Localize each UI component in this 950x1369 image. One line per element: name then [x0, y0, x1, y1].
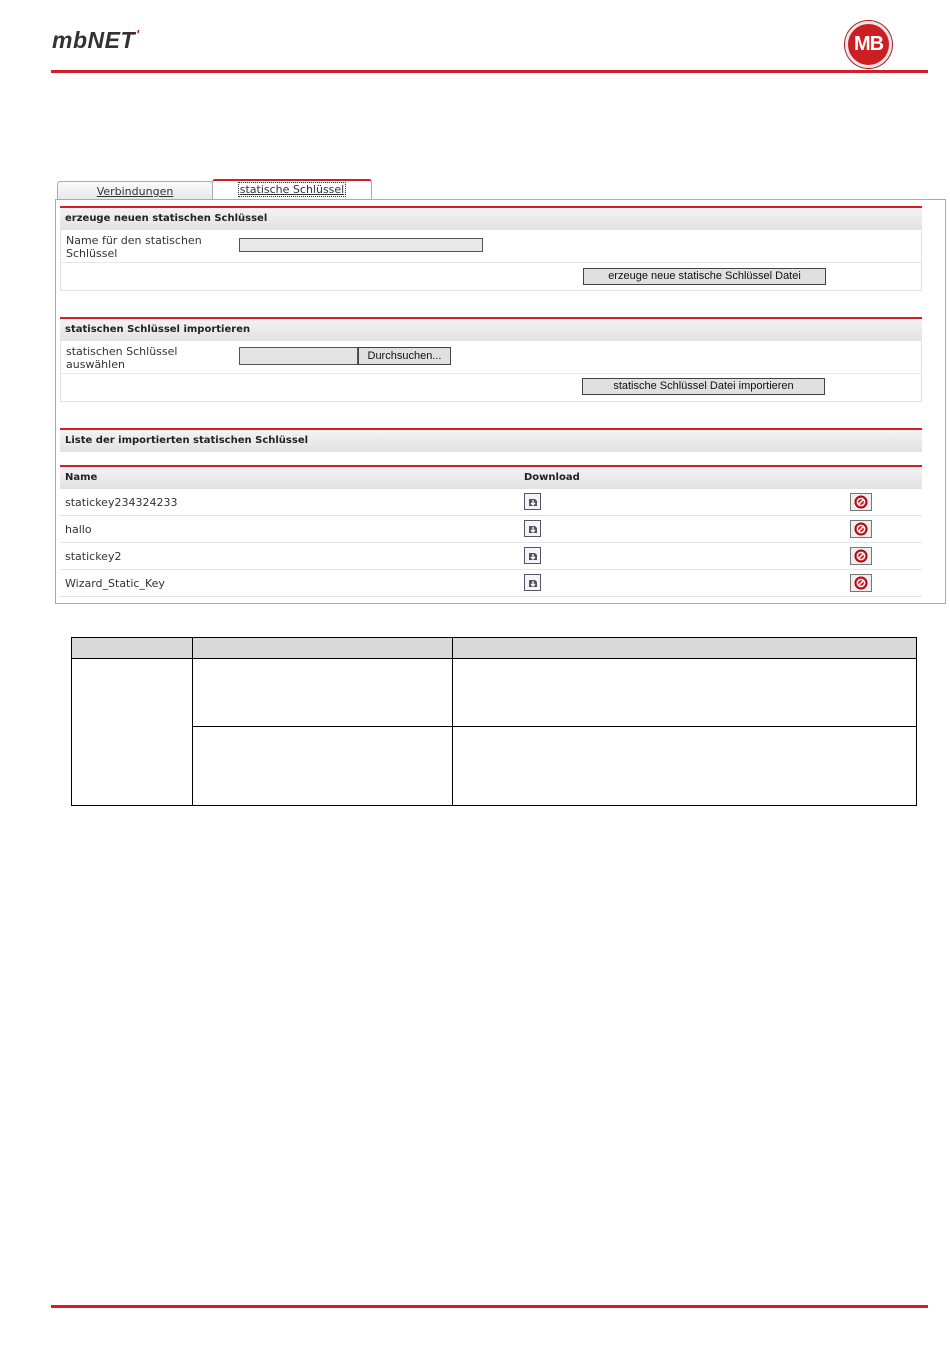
doc-table-row [72, 659, 917, 727]
create-section-header: erzeuge neuen statischen Schlüssel [60, 206, 922, 230]
tab-verbindungen[interactable]: Verbindungen [57, 181, 213, 202]
create-section-body [60, 230, 922, 291]
import-key-button[interactable]: statische Schlüssel Datei importieren [582, 378, 825, 395]
doc-table-row [72, 727, 917, 806]
key-list-column-headers [60, 465, 922, 489]
doc-table-header-cell [453, 638, 917, 659]
footer-divider [51, 1305, 928, 1308]
file-select-label: statischen Schlüssel auswählen [66, 345, 178, 371]
download-icon[interactable] [524, 574, 541, 591]
key-name-label: Name für den statischen Schlüssel [66, 234, 202, 260]
download-icon[interactable] [524, 547, 541, 564]
doc-table-header-row [72, 638, 917, 659]
key-name: Wizard_Static_Key [65, 577, 165, 590]
import-section-body [60, 341, 922, 402]
doc-table-cell [193, 659, 453, 727]
delete-icon[interactable] [850, 574, 872, 592]
browse-button[interactable]: Durchsuchen... [358, 347, 451, 365]
key-name: hallo [65, 523, 92, 536]
key-name: statickey2 [65, 550, 122, 563]
download-icon[interactable] [524, 493, 541, 510]
mbnet-logo: mbNET' [52, 27, 140, 53]
header-divider [51, 70, 928, 73]
key-name: statickey234324233 [65, 496, 178, 509]
doc-table-cell [453, 659, 917, 727]
row-divider [61, 373, 921, 374]
table-row [60, 489, 922, 516]
documentation-table [71, 637, 917, 806]
row-divider [61, 262, 921, 263]
table-row [60, 543, 922, 570]
import-section-header: statischen Schlüssel importieren [60, 317, 922, 341]
delete-icon[interactable] [850, 520, 872, 538]
doc-table-header-cell [193, 638, 453, 659]
tab-statische-schluessel[interactable]: statische Schlüssel [212, 179, 372, 201]
column-download: Download [524, 472, 580, 483]
key-list-header: Liste der importierten statischen Schlüssel [60, 428, 922, 452]
table-row [60, 570, 922, 597]
create-key-button[interactable]: erzeuge neue statische Schlüssel Datei [583, 268, 826, 285]
file-path-input[interactable] [239, 347, 358, 365]
doc-table-cell [453, 727, 917, 806]
table-row [60, 516, 922, 543]
delete-icon[interactable] [850, 547, 872, 565]
doc-table-header-cell [72, 638, 193, 659]
column-name: Name [65, 472, 98, 483]
download-icon[interactable] [524, 520, 541, 537]
doc-table-cell [72, 659, 193, 806]
key-name-input[interactable] [239, 238, 483, 252]
mb-badge-logo: MB [845, 21, 892, 68]
doc-table-cell [193, 727, 453, 806]
delete-icon[interactable] [850, 493, 872, 511]
